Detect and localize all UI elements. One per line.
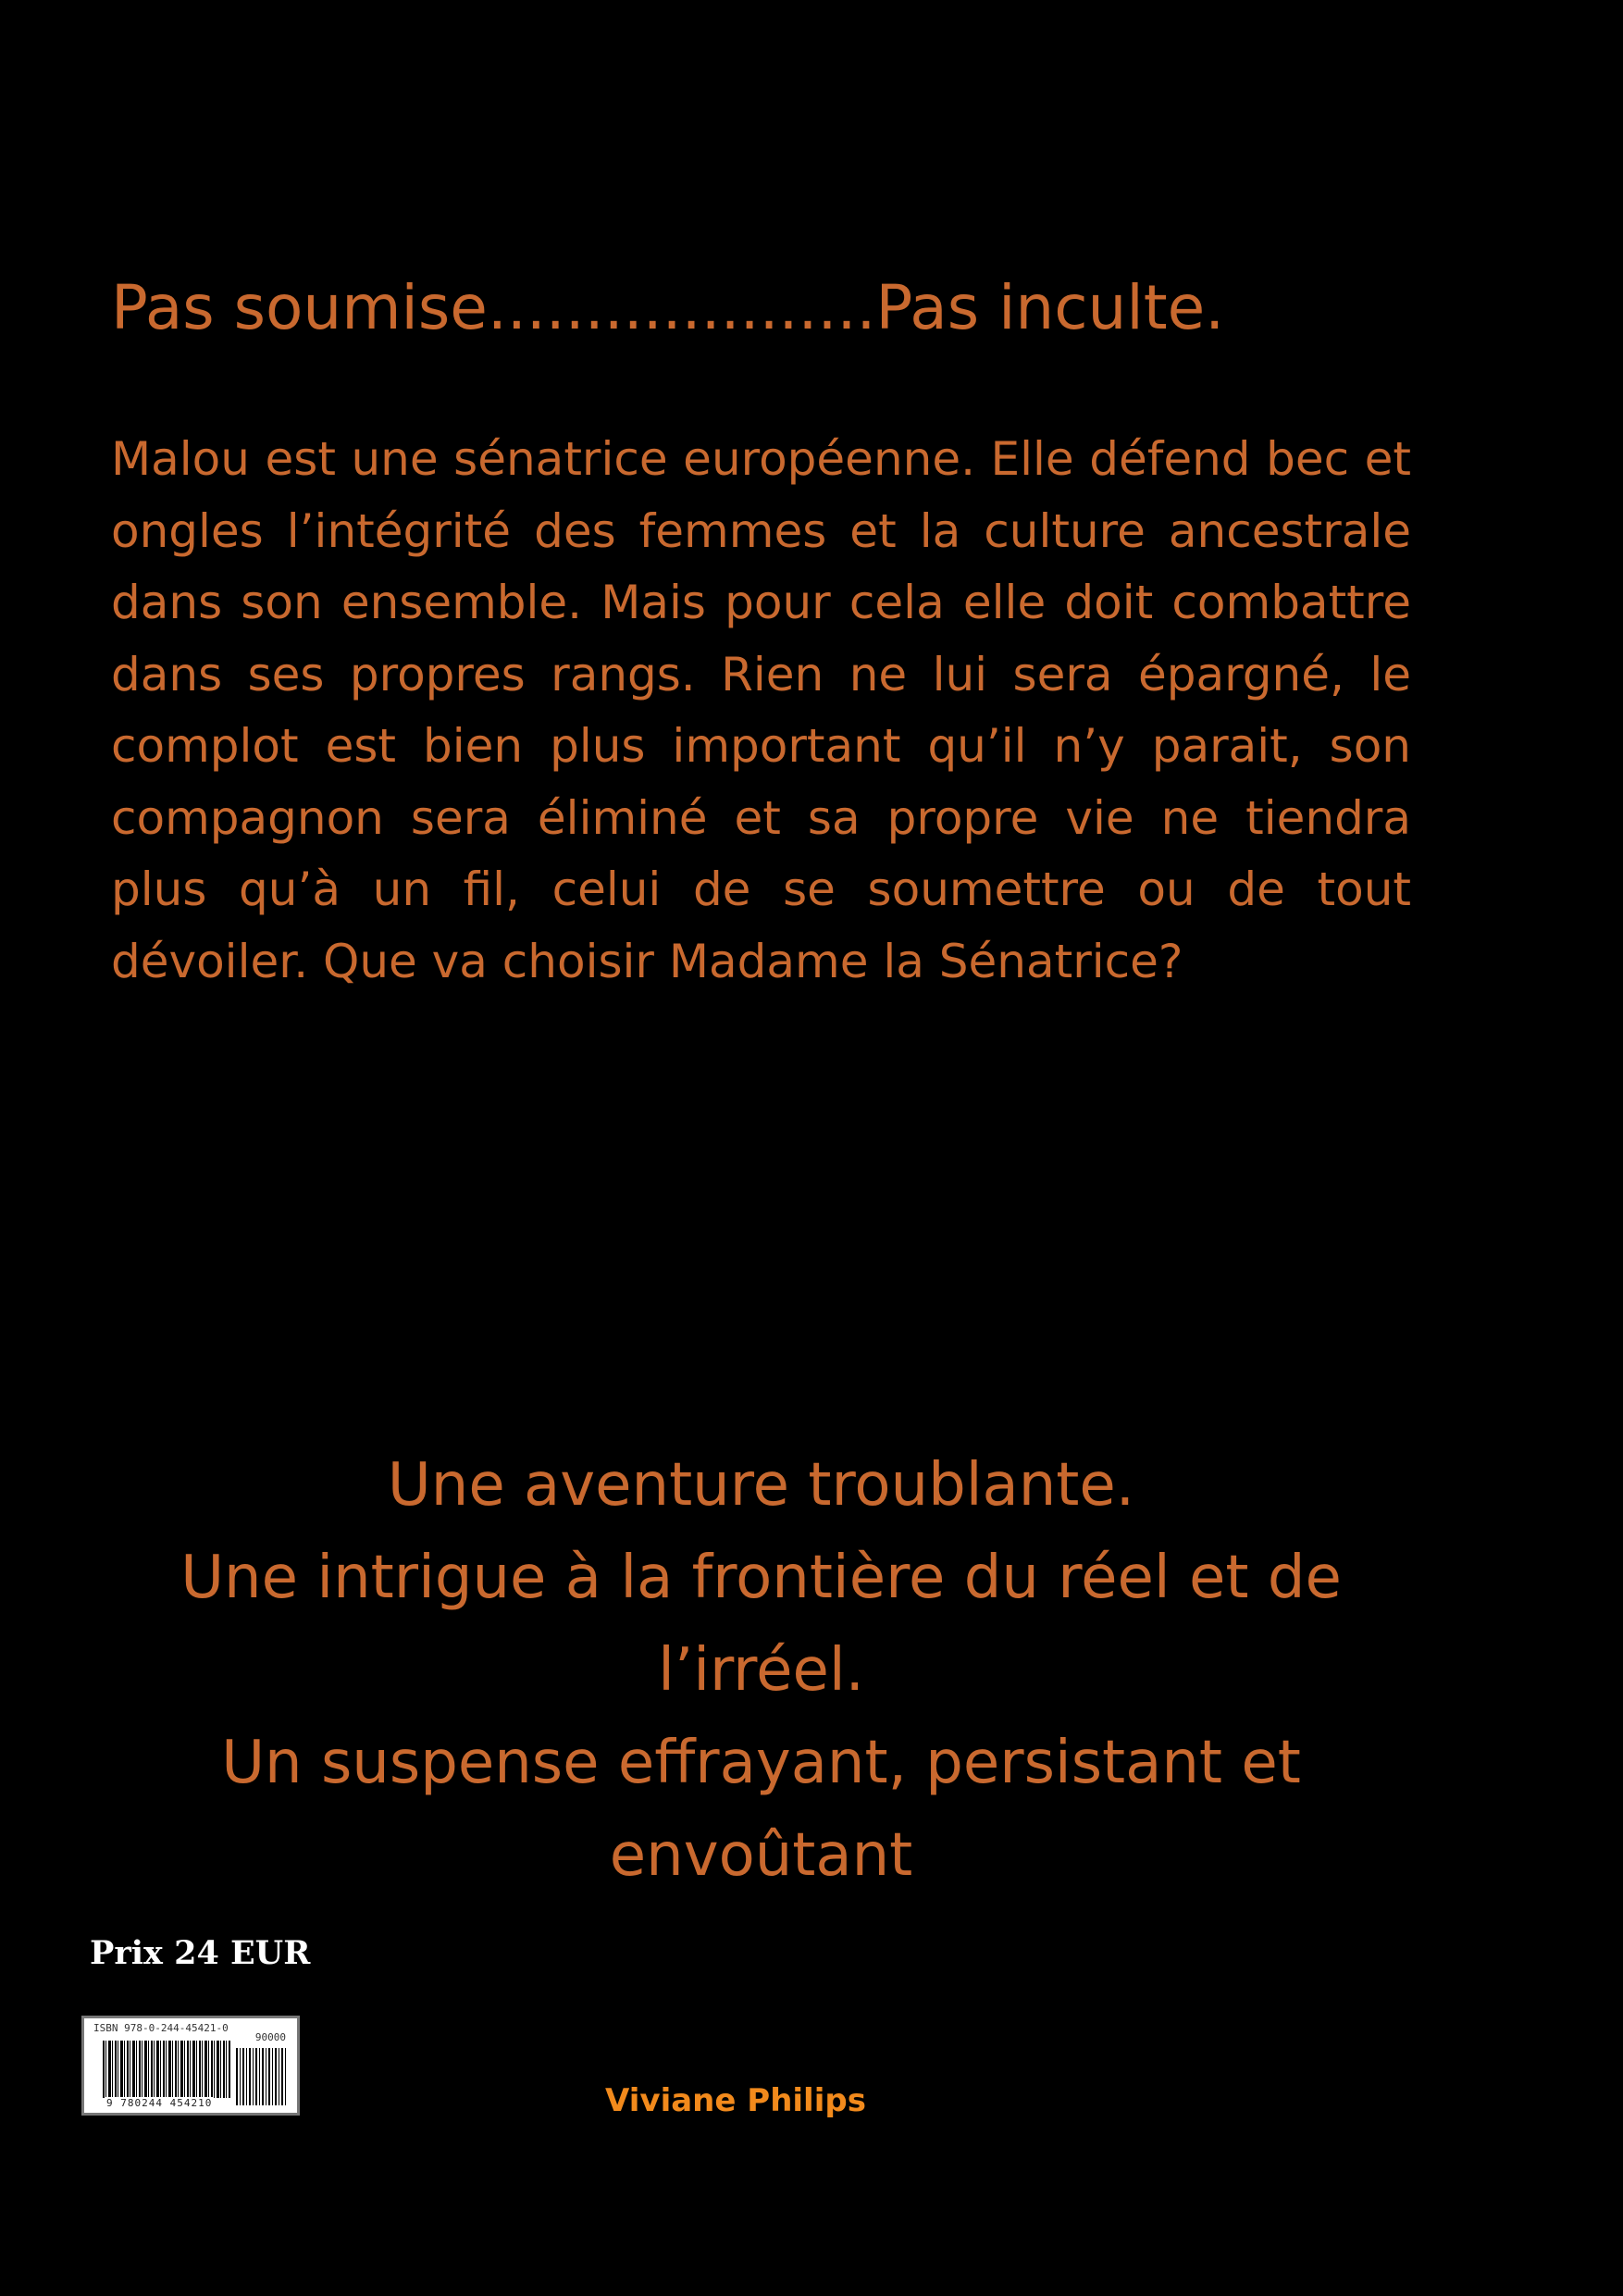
price-label: Prix 24 EUR — [90, 1934, 311, 1972]
tagline-line-3: Un suspense effrayant, persistant et envoûtant — [221, 1729, 1301, 1890]
back-cover-headline: Pas soumise....................Pas inculte. — [111, 272, 1225, 343]
tagline-line-2: Une intrigue à la frontière du réel et de l’irréel. — [180, 1544, 1342, 1705]
author-name: Viviane Philips — [605, 2082, 866, 2119]
synopsis-paragraph: Malou est une sénatrice européenne. Elle défend bec et ongles l’intégrité des femmes et la culture ancestrale dans son ensemble. Mais pour cela elle doit combattre dans ses propres rangs. Rien ne lui sera épargné, le complot est bien plus important qu’il n’y parait, son compagnon sera éliminé et sa propre vie ne tiendra plus qu’à un fil, celui de se soumettre ou de tout dévoiler. Que va choisir Madame la Sénatrice? — [111, 432, 1411, 988]
tagline-block — [111, 1439, 1411, 1902]
isbn-addon-code: 90000 — [254, 2031, 286, 2043]
isbn-text-top: ISBN 978-0-244-45421-0 — [93, 2022, 229, 2034]
tagline-line-1: Une aventure troublante. — [387, 1451, 1135, 1520]
isbn-digits: 9 780244 454210 — [106, 2097, 213, 2109]
